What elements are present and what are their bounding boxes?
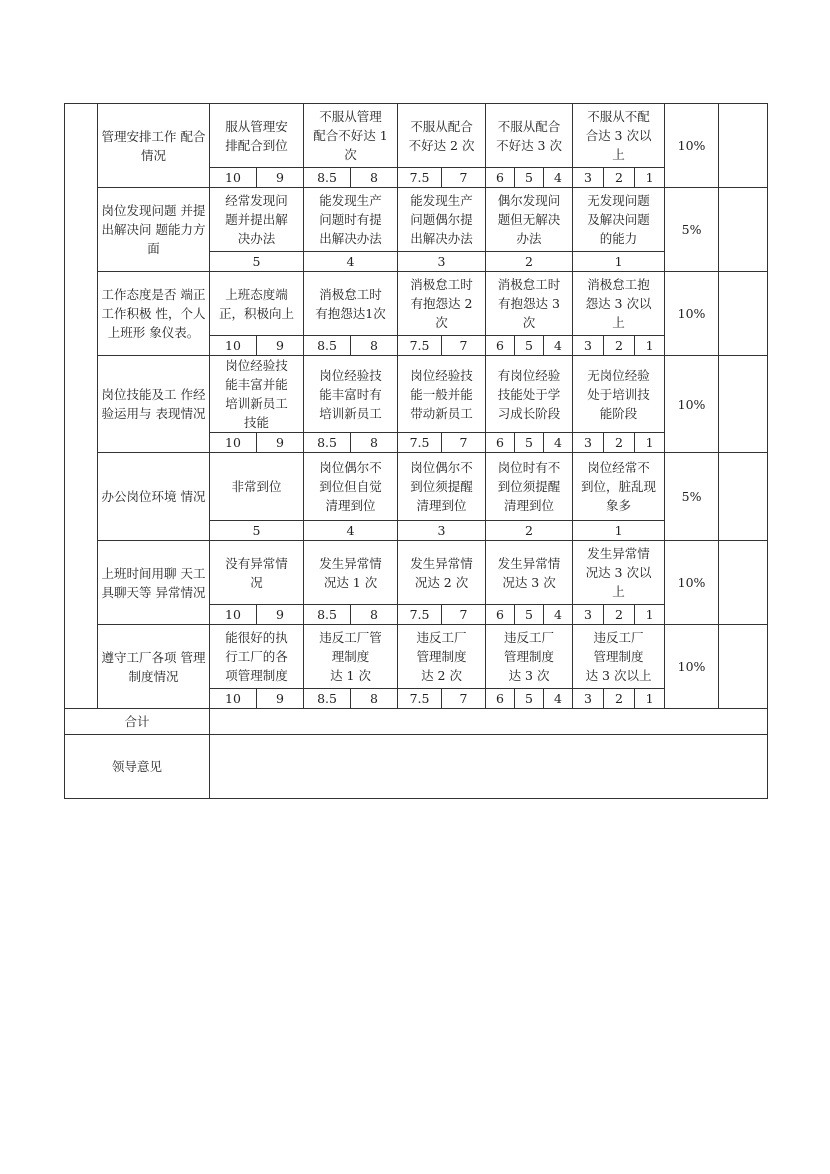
- leader-opinion-row: [65, 735, 768, 799]
- score-value: 7: [442, 605, 486, 625]
- score-value: 7: [442, 689, 486, 709]
- level-description: 发生异常情 况达 1 次: [304, 541, 398, 605]
- score-value: 5: [515, 689, 544, 709]
- score-value: 8: [351, 689, 398, 709]
- level-description: 岗位经验技 能丰富时有 培训新员工: [304, 356, 398, 433]
- level-description: 消极怠工时 有抱怨达 2 次: [398, 272, 486, 336]
- score-value: 5: [210, 521, 304, 541]
- score-value: 7: [442, 336, 486, 356]
- level-description: 发生异常情 况达 3 次: [486, 541, 573, 605]
- leader-opinion-label: 领导意见: [65, 735, 210, 799]
- level-description: 能很好的执 行工厂的各 项管理制度: [210, 625, 304, 689]
- weight-cell: 5%: [665, 188, 719, 272]
- score-value: 9: [257, 336, 304, 356]
- criteria-row: [65, 453, 768, 521]
- score-value: 6: [486, 433, 515, 453]
- score-input-cell[interactable]: [719, 356, 768, 453]
- score-value: 3: [573, 168, 604, 188]
- score-input-cell[interactable]: [719, 625, 768, 709]
- criteria-row: [65, 188, 768, 252]
- score-input-cell[interactable]: [719, 541, 768, 625]
- score-value: 2: [486, 252, 573, 272]
- level-description: 不服从配合 不好达 2 次: [398, 104, 486, 168]
- score-value: 3: [573, 433, 604, 453]
- score-value: 7.5: [398, 433, 442, 453]
- score-value: 1: [573, 521, 665, 541]
- score-value: 2: [486, 521, 573, 541]
- score-value: 8.5: [304, 168, 351, 188]
- score-value: 4: [544, 689, 573, 709]
- score-value: 8: [351, 605, 398, 625]
- criteria-row: [65, 356, 768, 433]
- score-value: 1: [635, 336, 665, 356]
- level-description: 经常发现问 题并提出解 决办法: [210, 188, 304, 252]
- score-value: 6: [486, 336, 515, 356]
- score-value: 7: [442, 433, 486, 453]
- level-description: 岗位经验技 能一般并能 带动新员工: [398, 356, 486, 433]
- score-value: 10: [210, 605, 257, 625]
- level-description: 不服从不配 合达 3 次以 上: [573, 104, 665, 168]
- level-description: 有岗位经验 技能处于学 习成长阶段: [486, 356, 573, 433]
- score-value: 3: [398, 252, 486, 272]
- score-value: 5: [515, 433, 544, 453]
- level-description: 发生异常情 况达 2 次: [398, 541, 486, 605]
- level-description: 违反工厂 管理制度 达 2 次: [398, 625, 486, 689]
- weight-cell: 10%: [665, 625, 719, 709]
- level-description: 岗位时有不 到位须提醒 清理到位: [486, 453, 573, 521]
- level-description: 服从管理安 排配合到位: [210, 104, 304, 168]
- criteria-row: [65, 104, 768, 168]
- score-value: 2: [604, 433, 635, 453]
- level-description: 无岗位经验 处于培训技 能阶段: [573, 356, 665, 433]
- score-value: 7.5: [398, 336, 442, 356]
- level-description: 消极怠工时 有抱怨达 3 次: [486, 272, 573, 336]
- score-value: 4: [544, 168, 573, 188]
- level-description: 没有异常情 况: [210, 541, 304, 605]
- score-value: 5: [515, 168, 544, 188]
- weight-cell: 10%: [665, 272, 719, 356]
- score-value: 3: [573, 336, 604, 356]
- score-value: 8.5: [304, 336, 351, 356]
- score-value: 1: [573, 252, 665, 272]
- score-value: 8: [351, 433, 398, 453]
- leader-opinion-cell[interactable]: [210, 735, 768, 799]
- level-description: 违反工厂 管理制度 达 3 次以上: [573, 625, 665, 689]
- score-input-cell[interactable]: [719, 104, 768, 188]
- level-description: 岗位偶尔不 到位须提醒 清理到位: [398, 453, 486, 521]
- criteria-item: 办公岗位环境 情况: [98, 453, 210, 541]
- score-value: 10: [210, 433, 257, 453]
- score-value: 10: [210, 336, 257, 356]
- score-value: 10: [210, 689, 257, 709]
- level-description: 发生异常情 况达 3 次以 上: [573, 541, 665, 605]
- level-description: 岗位经验技 能丰富并能 培训新员工 技能: [210, 356, 304, 433]
- score-value: 1: [635, 689, 665, 709]
- score-value: 9: [257, 168, 304, 188]
- weight-cell: 5%: [665, 453, 719, 541]
- score-value: 2: [604, 168, 635, 188]
- criteria-row: [65, 272, 768, 336]
- level-description: 偶尔发现问 题但无解决 办法: [486, 188, 573, 252]
- score-value: 7.5: [398, 605, 442, 625]
- criteria-item: 岗位发现问题 并提出解决问 题能力方面: [98, 188, 210, 272]
- score-value: 1: [635, 433, 665, 453]
- score-value: 8: [351, 168, 398, 188]
- score-value: 8.5: [304, 433, 351, 453]
- score-value: 6: [486, 605, 515, 625]
- score-value: 6: [486, 689, 515, 709]
- score-value: 7.5: [398, 168, 442, 188]
- criteria-row: [65, 625, 768, 689]
- level-description: 能发现生产 问题偶尔提 出解决办法: [398, 188, 486, 252]
- level-description: 不服从配合 不好达 3 次: [486, 104, 573, 168]
- criteria-item: 岗位技能及工 作经验运用与 表现情况: [98, 356, 210, 453]
- level-description: 消极怠工时 有抱怨达1次: [304, 272, 398, 336]
- criteria-item: 上班时间用聊 天工具聊天等 异常情况: [98, 541, 210, 625]
- score-value: 3: [398, 521, 486, 541]
- score-value: 8: [351, 336, 398, 356]
- criteria-item: 遵守工厂各项 管理制度情况: [98, 625, 210, 709]
- criteria-item: 工作态度是否 端正工作积极 性，个人上班形 象仪表。: [98, 272, 210, 356]
- score-value: 10: [210, 168, 257, 188]
- score-value: 4: [304, 252, 398, 272]
- weight-cell: 10%: [665, 541, 719, 625]
- level-description: 消极怠工抱 怨达 3 次以 上: [573, 272, 665, 336]
- level-description: 不服从管理 配合不好达 1 次: [304, 104, 398, 168]
- score-value: 4: [544, 605, 573, 625]
- level-description: 违反工厂 管理制度 达 3 次: [486, 625, 573, 689]
- evaluation-table: [64, 103, 768, 799]
- level-description: 非常到位: [210, 453, 304, 521]
- score-value: 3: [573, 689, 604, 709]
- criteria-row: [65, 541, 768, 605]
- score-value: 9: [257, 433, 304, 453]
- criteria-item: 管理安排工作 配合情况: [98, 104, 210, 188]
- score-value: 7: [442, 168, 486, 188]
- score-value: 8.5: [304, 689, 351, 709]
- score-value: 3: [573, 605, 604, 625]
- total-value-cell[interactable]: [210, 709, 768, 735]
- score-value: 2: [604, 605, 635, 625]
- total-label: 合计: [65, 709, 210, 735]
- level-description: 能发现生产 问题时有提 出解决办法: [304, 188, 398, 252]
- score-value: 5: [210, 252, 304, 272]
- score-value: 7.5: [398, 689, 442, 709]
- score-value: 4: [544, 433, 573, 453]
- score-value: 4: [304, 521, 398, 541]
- score-value: 1: [635, 168, 665, 188]
- score-value: 5: [515, 605, 544, 625]
- score-input-cell[interactable]: [719, 453, 768, 541]
- weight-cell: 10%: [665, 356, 719, 453]
- score-input-cell[interactable]: [719, 188, 768, 272]
- level-description: 岗位经常不 到位，脏乱现 象多: [573, 453, 665, 521]
- level-description: 无发现问题 及解决问题 的能力: [573, 188, 665, 252]
- level-description: 上班态度端 正，积极向上: [210, 272, 304, 336]
- weight-cell: 10%: [665, 104, 719, 188]
- score-value: 4: [544, 336, 573, 356]
- score-value: 6: [486, 168, 515, 188]
- total-row: [65, 709, 768, 735]
- score-input-cell[interactable]: [719, 272, 768, 356]
- left-margin-cell: [65, 104, 98, 709]
- score-value: 9: [257, 605, 304, 625]
- score-value: 2: [604, 689, 635, 709]
- score-value: 9: [257, 689, 304, 709]
- score-value: 8.5: [304, 605, 351, 625]
- score-value: 1: [635, 605, 665, 625]
- level-description: 违反工厂管 理制度 达 1 次: [304, 625, 398, 689]
- score-value: 5: [515, 336, 544, 356]
- level-description: 岗位偶尔不 到位但自觉 清理到位: [304, 453, 398, 521]
- score-value: 2: [604, 336, 635, 356]
